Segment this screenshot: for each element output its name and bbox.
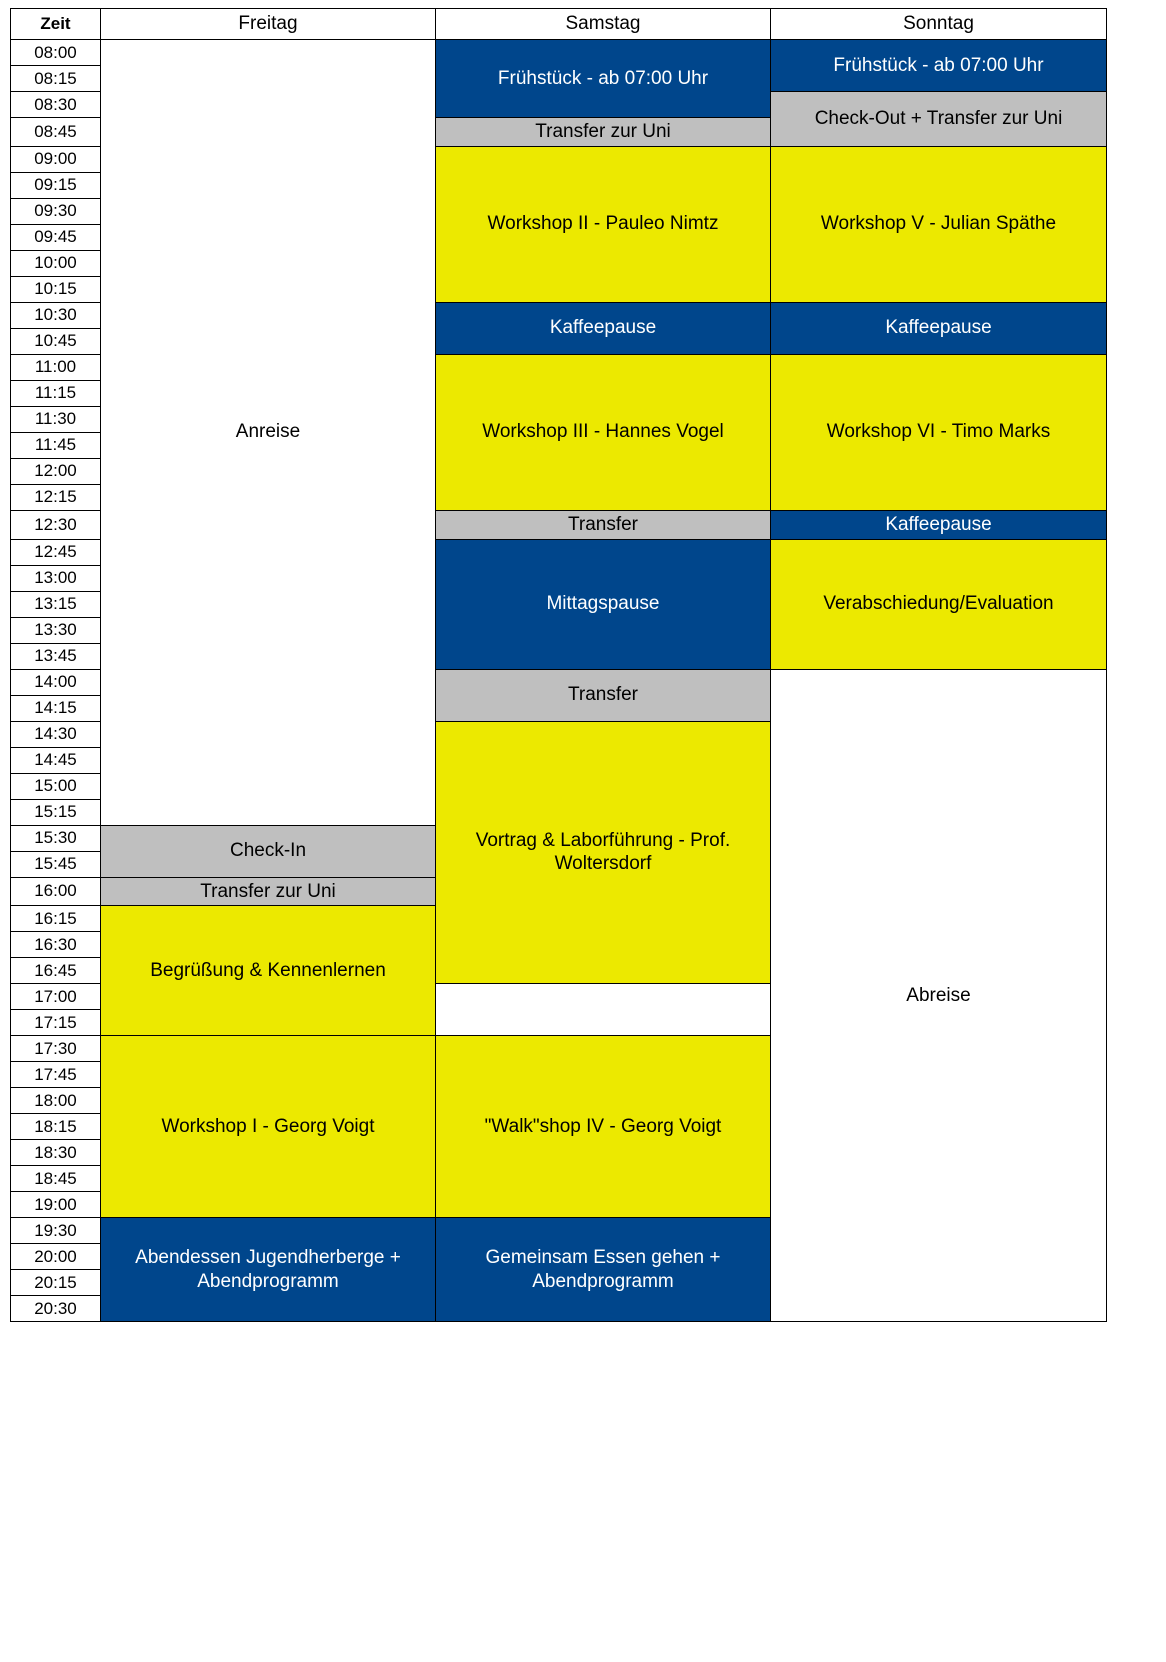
time-label: 19:00 [11, 1192, 101, 1218]
event-sunday-workshop6: Workshop VI - Timo Marks [771, 354, 1107, 510]
time-label: 16:30 [11, 932, 101, 958]
event-saturday-essen: Gemeinsam Essen gehen + Abendprogramm [436, 1218, 771, 1322]
event-saturday-workshop2: Workshop II - Pauleo Nimtz [436, 146, 771, 302]
time-label: 17:45 [11, 1062, 101, 1088]
column-header-time: Zeit [11, 9, 101, 40]
table-row [11, 40, 1107, 66]
event-saturday-transfer-2: Transfer [436, 669, 771, 721]
event-saturday-walkshop4: "Walk"shop IV - Georg Voigt [436, 1036, 771, 1218]
time-label: 15:45 [11, 851, 101, 877]
time-label: 08:15 [11, 66, 101, 92]
time-label: 09:00 [11, 146, 101, 172]
event-friday-workshop1: Workshop I - Georg Voigt [101, 1036, 436, 1218]
time-label: 18:45 [11, 1166, 101, 1192]
event-saturday-fruehstueck: Frühstück - ab 07:00 Uhr [436, 40, 771, 118]
time-label: 17:30 [11, 1036, 101, 1062]
time-label: 15:00 [11, 773, 101, 799]
event-saturday-workshop3: Workshop III - Hannes Vogel [436, 354, 771, 510]
event-sunday-fruehstueck: Frühstück - ab 07:00 Uhr [771, 40, 1107, 92]
time-label: 16:45 [11, 958, 101, 984]
time-label: 11:45 [11, 432, 101, 458]
time-label: 17:15 [11, 1010, 101, 1036]
time-label: 19:30 [11, 1218, 101, 1244]
time-label: 13:15 [11, 591, 101, 617]
time-label: 18:30 [11, 1140, 101, 1166]
time-label: 10:45 [11, 328, 101, 354]
time-label: 08:30 [11, 92, 101, 118]
time-label: 15:30 [11, 825, 101, 851]
event-friday-checkin: Check-In [101, 825, 436, 877]
time-label: 11:30 [11, 406, 101, 432]
time-label: 08:00 [11, 40, 101, 66]
time-label: 12:45 [11, 539, 101, 565]
event-sunday-verabschiedung: Verabschiedung/Evaluation [771, 539, 1107, 669]
time-label: 16:15 [11, 906, 101, 932]
event-sunday-kaffeepause-1: Kaffeepause [771, 302, 1107, 354]
time-label: 09:15 [11, 172, 101, 198]
event-friday-transfer-uni: Transfer zur Uni [101, 877, 436, 906]
time-label: 20:00 [11, 1244, 101, 1270]
time-label: 15:15 [11, 799, 101, 825]
event-friday-anreise: Anreise [101, 40, 436, 826]
time-label: 14:45 [11, 747, 101, 773]
event-saturday-transfer-1: Transfer [436, 510, 771, 539]
schedule-table [10, 8, 1107, 1322]
column-header-saturday: Samstag [436, 9, 771, 40]
time-label: 16:00 [11, 877, 101, 906]
time-label: 18:15 [11, 1114, 101, 1140]
time-label: 10:00 [11, 250, 101, 276]
time-label: 12:15 [11, 484, 101, 510]
time-label: 10:30 [11, 302, 101, 328]
time-label: 18:00 [11, 1088, 101, 1114]
event-sunday-workshop5: Workshop V - Julian Späthe [771, 146, 1107, 302]
time-label: 12:30 [11, 510, 101, 539]
table-header-row [11, 9, 1107, 40]
time-label: 14:15 [11, 695, 101, 721]
time-label: 20:30 [11, 1296, 101, 1322]
time-label: 13:30 [11, 617, 101, 643]
event-friday-begruessung: Begrüßung & Kennenlernen [101, 906, 436, 1036]
column-header-friday: Freitag [101, 9, 436, 40]
event-friday-abendessen: Abendessen Jugendherberge + Abendprogramm [101, 1218, 436, 1322]
time-label: 09:45 [11, 224, 101, 250]
event-saturday-vortrag: Vortrag & Laborführung - Prof. Woltersdorf [436, 721, 771, 984]
time-label: 14:30 [11, 721, 101, 747]
time-label: 13:00 [11, 565, 101, 591]
event-sunday-abreise: Abreise [771, 669, 1107, 1322]
event-sunday-kaffeepause-2: Kaffeepause [771, 510, 1107, 539]
event-saturday-mittagspause: Mittagspause [436, 539, 771, 669]
time-label: 10:15 [11, 276, 101, 302]
event-sunday-checkout: Check-Out + Transfer zur Uni [771, 92, 1107, 147]
time-label: 08:45 [11, 118, 101, 147]
event-saturday-transfer-uni: Transfer zur Uni [436, 118, 771, 147]
time-label: 17:00 [11, 984, 101, 1010]
time-label: 11:15 [11, 380, 101, 406]
time-label: 11:00 [11, 354, 101, 380]
time-label: 09:30 [11, 198, 101, 224]
event-saturday-kaffeepause-1: Kaffeepause [436, 302, 771, 354]
column-header-sunday: Sonntag [771, 9, 1107, 40]
time-label: 20:15 [11, 1270, 101, 1296]
time-label: 14:00 [11, 669, 101, 695]
time-label: 13:45 [11, 643, 101, 669]
time-label: 12:00 [11, 458, 101, 484]
